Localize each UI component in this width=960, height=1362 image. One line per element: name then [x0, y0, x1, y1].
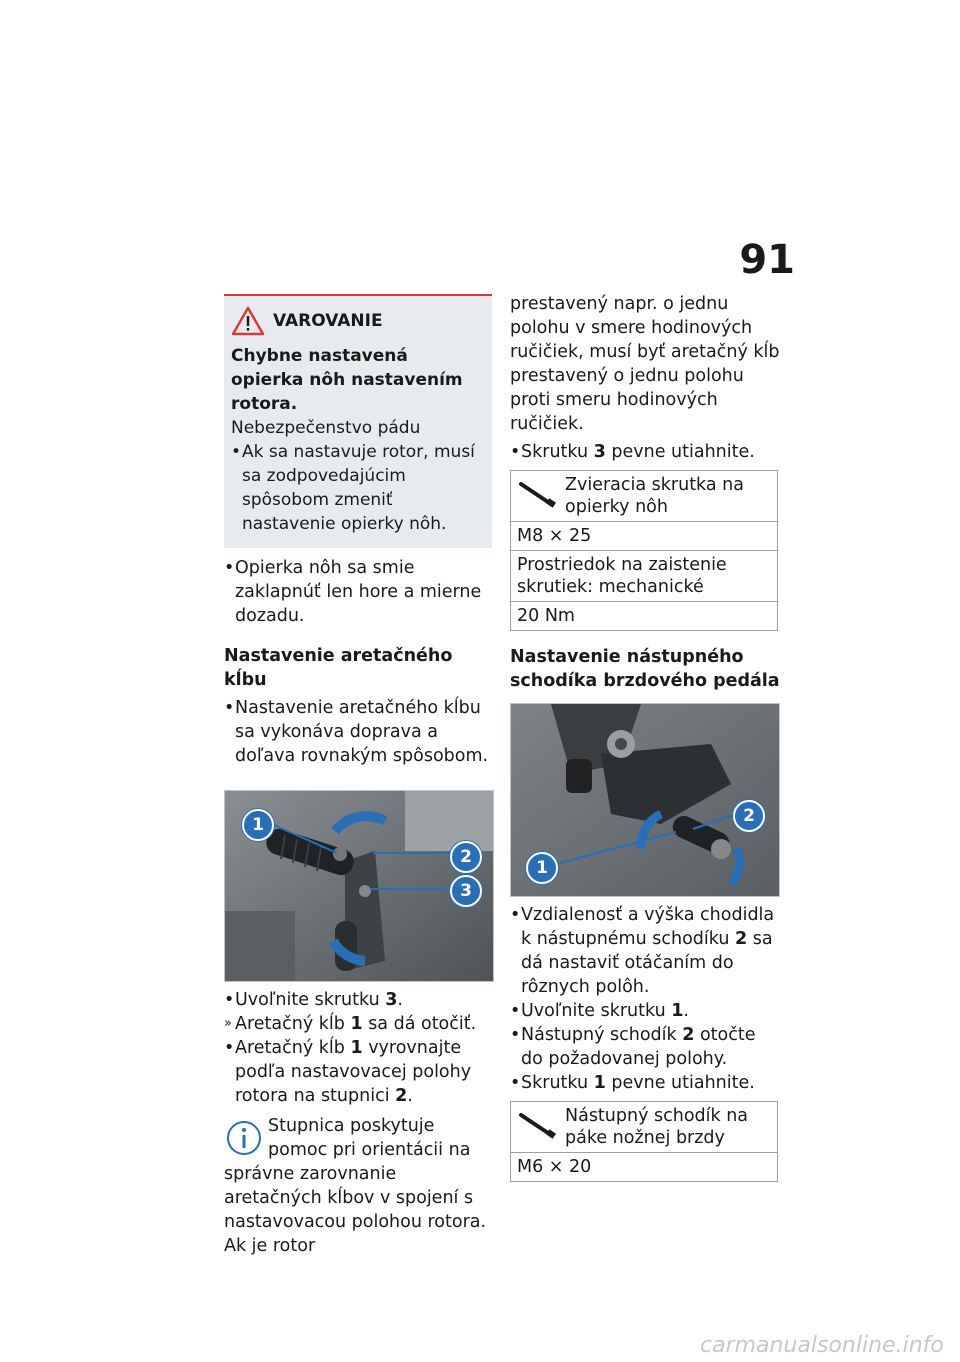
warning-title: VAROVANIE — [273, 311, 383, 331]
step-text: Nástupný schodík — [521, 1025, 683, 1045]
spec-title-cell — [511, 1102, 778, 1153]
callout-1: 1 — [242, 809, 274, 841]
step-item — [224, 1012, 492, 1036]
bullet-marker: • — [510, 442, 521, 462]
list-item — [510, 440, 780, 464]
list-item-text: Opierka nôh sa smie zaklapnúť len hore a mierne dozadu. — [235, 558, 482, 626]
section-heading-brake-step: Nastavenie nástupného schodíka brzdového pedála — [510, 647, 780, 691]
torque-wrench-icon — [517, 480, 559, 510]
warning-box — [224, 294, 492, 548]
section-heading-joint: Nastavenie aretačného kĺbu — [224, 646, 453, 690]
step-number: 2 — [682, 1025, 695, 1045]
warning-triangle-icon — [231, 306, 265, 336]
callout-1: 1 — [526, 852, 558, 884]
page-number: 91 — [739, 237, 795, 283]
bullet-marker: • — [510, 905, 521, 925]
step-item — [510, 999, 780, 1023]
info-text: Stupnica poskytuje pomoc pri orientácii na správne zarovnanie aretačných kĺbov v spojení s nastavovacou polohou rotora. Ak je rotor — [224, 1116, 487, 1256]
bullet-marker: • — [224, 558, 235, 578]
list-item — [224, 696, 492, 768]
spec-size: M6 × 20 — [511, 1153, 778, 1182]
step-item — [510, 1071, 780, 1095]
step-number: 2 — [395, 1086, 408, 1106]
step-text: Skrutku — [521, 442, 594, 462]
bullet-marker: • — [231, 442, 242, 462]
bullet-marker: • — [510, 1073, 521, 1093]
step-text: pevne utiahnite. — [605, 1073, 755, 1093]
bullet-marker: • — [224, 1038, 235, 1058]
bullet-marker: • — [510, 1001, 521, 1021]
step-text: sa dá nastaviť otáčaním do rôznych polôh. — [521, 929, 773, 997]
step-item — [510, 1023, 780, 1071]
bullet-marker: • — [224, 698, 235, 718]
warning-subtitle: Chybne nastavená opierka nôh nastavením rotora. — [231, 346, 463, 414]
spec-title: Zvieracia skrutka na opierky nôh — [565, 475, 744, 517]
step-item — [224, 1036, 492, 1108]
info-note — [224, 1114, 492, 1258]
warning-bullet — [231, 440, 484, 536]
info-icon — [224, 1118, 264, 1158]
step-text: vyrovnajte podľa nastavovacej polohy rotora na stupnici — [235, 1038, 472, 1106]
step-number: 3 — [593, 442, 606, 462]
step-text: Aretačný kĺb — [235, 1014, 351, 1034]
footrest-photo — [224, 790, 494, 982]
step-number: 1 — [593, 1073, 606, 1093]
spec-size: M8 × 25 — [511, 522, 778, 551]
step-number: 1 — [671, 1001, 684, 1021]
list-item-text: Nastavenie aretačného kĺbu sa vykonáva doprava a doľava rovnakým spôsobom. — [235, 698, 489, 766]
step-text: Uvoľnite skrutku — [235, 990, 386, 1010]
callout-3: 3 — [450, 875, 482, 907]
step-number: 2 — [735, 929, 748, 949]
step-text: . — [407, 1086, 413, 1106]
continuation-text: prestavený napr. o jednu polohu v smere hodinových ručičiek, musí byť aretačný kĺb prestavený o jednu polohu proti smeru hodinových ručičiek. — [510, 294, 780, 434]
step-number: 3 — [385, 990, 398, 1010]
step-text: Aretačný kĺb — [235, 1038, 351, 1058]
spec-torque: 20 Nm — [511, 602, 778, 631]
bullet-marker: • — [510, 1025, 521, 1045]
spec-title-cell — [511, 471, 778, 522]
step-item — [510, 903, 780, 999]
step-text: . — [683, 1001, 689, 1021]
step-text: . — [397, 990, 403, 1010]
spec-table-footrest — [510, 470, 778, 631]
torque-wrench-icon — [517, 1111, 559, 1141]
step-text: Vzdialenosť a výška chodidla k nástupnému schodíku — [521, 905, 775, 949]
step-text: pevne utiahnite. — [605, 442, 755, 462]
result-marker: » — [224, 1016, 232, 1031]
step-text: sa dá otočiť. — [362, 1014, 477, 1034]
step-number: 1 — [350, 1014, 363, 1034]
left-column — [224, 294, 492, 1258]
step-item — [224, 988, 492, 1012]
warning-header — [231, 306, 484, 336]
spec-title: Nástupný schodík na páke nožnej brzdy — [565, 1106, 749, 1148]
step-text: Skrutku — [521, 1073, 594, 1093]
list-item — [224, 556, 492, 628]
watermark: carmanualsonline.info — [700, 1333, 944, 1358]
callout-2: 2 — [450, 841, 482, 873]
callout-2: 2 — [733, 800, 765, 832]
spec-table-brake-step — [510, 1101, 778, 1182]
spec-locking: Prostriedok na zaistenie skrutiek: mechanické — [511, 551, 778, 602]
step-text: Uvoľnite skrutku — [521, 1001, 672, 1021]
warning-danger: Nebezpečenstvo pádu — [231, 418, 421, 438]
step-text: otočte do požadovanej polohy. — [521, 1025, 756, 1069]
brake-step-photo — [510, 703, 780, 897]
warning-bullet-text: Ak sa nastavuje rotor, musí sa zodpovedajúcim spôsobom zmeniť nastavenie opierky nôh. — [242, 442, 475, 534]
step-number: 1 — [350, 1038, 363, 1058]
bullet-marker: • — [224, 990, 235, 1010]
right-column — [510, 292, 780, 1182]
